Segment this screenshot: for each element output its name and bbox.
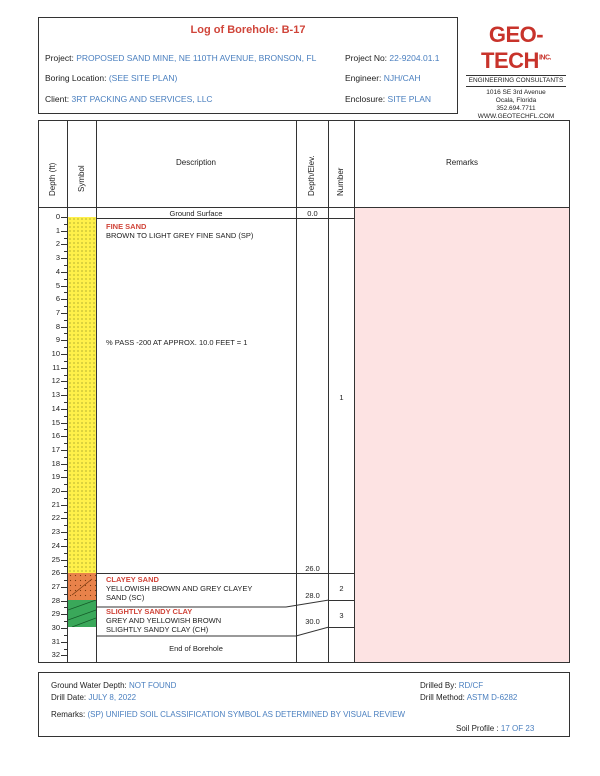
depth-tick-label: 29 <box>51 609 60 619</box>
depth-tick-mark <box>61 340 67 341</box>
depth-tick-mark <box>61 381 67 382</box>
depth-tick-label: 17 <box>51 444 60 454</box>
depth-tick-label: 16 <box>51 431 60 441</box>
project-no-value: 22-9204.01.1 <box>389 53 440 63</box>
depth-tick-label: 6 <box>55 294 60 304</box>
depth-minor-tick <box>64 470 67 471</box>
ground-surface-label: Ground Surface <box>169 209 223 218</box>
drill-method-field <box>420 693 517 702</box>
depth-minor-tick <box>64 265 67 266</box>
depth-tick-mark <box>61 409 67 410</box>
drill-method-label: Drill Method: <box>420 693 465 702</box>
col-depth-header: Depth (ft) <box>48 162 57 196</box>
ground-elev: 0.0 <box>307 209 318 218</box>
depth-tick-label: 8 <box>55 321 60 331</box>
depth-tick-label: 26 <box>51 568 60 578</box>
drill-date-value: JULY 8, 2022 <box>88 693 137 702</box>
layer1-bottom: 26.0 <box>305 564 320 573</box>
depth-minor-tick <box>64 580 67 581</box>
depth-tick-label: 31 <box>51 636 60 646</box>
symbol-fine-sand <box>68 217 96 573</box>
depth-tick-mark <box>61 354 67 355</box>
drill-date-label: Drill Date: <box>51 693 87 702</box>
company-tagline: ENGINEERING CONSULTANTS <box>468 77 564 84</box>
depth-tick-mark <box>61 491 67 492</box>
layer3-bottom: 30.0 <box>305 617 320 626</box>
depth-minor-tick <box>64 375 67 376</box>
depth-tick-label: 5 <box>55 280 60 290</box>
logo-text: GEO-TECH <box>481 22 544 73</box>
depth-minor-tick <box>64 512 67 513</box>
depth-tick-mark <box>61 546 67 547</box>
depth-minor-tick <box>64 333 67 334</box>
enclosure-label: Enclosure: <box>345 94 386 104</box>
depth-tick-label: 3 <box>55 253 60 263</box>
depth-tick-label: 32 <box>51 650 60 660</box>
ground-line <box>96 218 354 219</box>
client-label: Client: <box>45 94 70 104</box>
depth-tick-mark <box>61 423 67 424</box>
depth-tick-label: 24 <box>51 540 60 550</box>
depth-tick-label: 15 <box>51 417 60 427</box>
logo-suffix: INC. <box>538 54 551 62</box>
symbol-clayey-sand-hatch <box>68 573 96 600</box>
depth-tick-label: 11 <box>52 362 60 372</box>
project-value: PROPOSED SAND MINE, NE 110TH AVENUE, BRONSON, FL <box>76 53 317 63</box>
remarks-label: Remarks: <box>51 710 86 719</box>
depth-minor-tick <box>64 607 67 608</box>
depth-minor-tick <box>64 416 67 417</box>
remarks-field <box>51 710 405 719</box>
depth-tick-mark <box>61 395 67 396</box>
drilled-by-field <box>420 681 483 690</box>
boring-location-value: (SEE SITE PLAN) <box>108 73 178 83</box>
depth-minor-tick <box>64 429 67 430</box>
company-phone: 352.694.7711 <box>496 105 536 112</box>
depth-tick-label: 22 <box>51 513 60 523</box>
depth-minor-tick <box>64 594 67 595</box>
sample-1: 1 <box>339 393 344 402</box>
depth-tick-mark <box>61 327 67 328</box>
depth-minor-tick <box>64 251 67 252</box>
depth-tick-mark <box>61 532 67 533</box>
client-field <box>45 94 213 104</box>
col-divider <box>96 120 97 663</box>
depth-tick-label: 27 <box>51 581 60 591</box>
depth-minor-tick <box>64 484 67 485</box>
depth-tick-mark <box>61 313 67 314</box>
remarks-value: (SP) UNIFIED SOIL CLASSIFICATION SYMBOL AS DETERMINED BY VISUAL REVIEW <box>87 710 406 719</box>
col-divider <box>296 120 297 663</box>
depth-tick-label: 19 <box>51 472 60 482</box>
depth-tick-mark <box>61 299 67 300</box>
layer1-note: % PASS -200 AT APPROX. 10.0 FEET = 1 <box>106 338 248 347</box>
depth-tick-mark <box>61 573 67 574</box>
col-number-header: Number <box>336 167 345 196</box>
depth-minor-tick <box>64 649 67 650</box>
depth-tick-label: 13 <box>51 390 60 400</box>
depth-tick-label: 1 <box>55 225 60 235</box>
gw-depth-field <box>51 681 176 690</box>
depth-tick-mark <box>61 436 67 437</box>
layer3-desc-1: GREY AND YELLOWISH BROWN <box>106 616 222 625</box>
gw-label: Ground Water Depth: <box>51 681 127 690</box>
layer2-name: CLAYEY SAND <box>106 575 159 584</box>
engineer-field <box>345 73 421 83</box>
client-value: 3RT PACKING AND SERVICES, LLC <box>71 94 213 104</box>
depth-tick-mark <box>61 560 67 561</box>
depth-minor-tick <box>64 388 67 389</box>
layer2-desc-2: SAND (SC) <box>106 593 145 602</box>
sample-2: 2 <box>339 584 344 593</box>
depth-minor-tick <box>64 539 67 540</box>
depth-tick-mark <box>61 628 67 629</box>
gw-value: NOT FOUND <box>128 681 177 690</box>
depth-minor-tick <box>64 402 67 403</box>
project-field <box>45 53 316 63</box>
layer3-name: SLIGHTLY SANDY CLAY <box>106 607 193 616</box>
depth-minor-tick <box>64 525 67 526</box>
sample-box-top <box>329 218 354 219</box>
depth-tick-mark <box>61 368 67 369</box>
depth-tick-mark <box>61 587 67 588</box>
enclosure-value: SITE PLAN <box>387 94 432 104</box>
layer1-desc: BROWN TO LIGHT GREY FINE SAND (SP) <box>106 231 254 240</box>
col-symbol-header: Symbol <box>77 165 86 192</box>
end-of-borehole: End of Borehole <box>169 644 223 653</box>
layer1-name: FINE SAND <box>106 222 147 231</box>
depth-tick-mark <box>61 614 67 615</box>
depth-tick-mark <box>61 217 67 218</box>
engineer-label: Engineer: <box>345 73 382 83</box>
depth-minor-tick <box>64 306 67 307</box>
depth-minor-tick <box>64 566 67 567</box>
depth-tick-mark <box>61 231 67 232</box>
depth-minor-tick <box>64 238 67 239</box>
layer1-boundary <box>96 573 329 574</box>
depth-tick-label: 9 <box>55 335 60 345</box>
symbol-sandy-clay-hatch <box>68 600 96 627</box>
depth-tick-mark <box>61 258 67 259</box>
depth-minor-tick <box>64 635 67 636</box>
depth-tick-mark <box>61 244 67 245</box>
soil-profile-value: 17 OF 23 <box>500 724 535 733</box>
depth-minor-tick <box>64 443 67 444</box>
depth-tick-label: 0 <box>55 212 60 221</box>
enclosure-field <box>345 94 431 104</box>
depth-tick-label: 25 <box>51 554 60 564</box>
layer2-bottom: 28.0 <box>305 591 320 600</box>
boring-location-field <box>45 73 177 83</box>
depth-minor-tick <box>64 292 67 293</box>
company-address1: 1016 SE 3rd Avenue <box>486 89 546 96</box>
col-remarks-header: Remarks <box>445 158 478 167</box>
sample-box-divider <box>329 627 354 628</box>
depth-minor-tick <box>64 553 67 554</box>
depth-tick-label: 18 <box>51 458 60 468</box>
col-divider <box>328 120 329 663</box>
depth-tick-label: 10 <box>51 349 60 358</box>
sample-3: 3 <box>339 611 344 620</box>
sample-box-divider <box>329 600 354 601</box>
drill-method-value: ASTM D-6282 <box>466 693 518 702</box>
layer3-desc-2: SLIGHTLY SANDY CLAY (CH) <box>106 625 209 634</box>
depth-tick-mark <box>61 477 67 478</box>
depth-tick-label: 4 <box>55 266 60 276</box>
project-no-field <box>345 53 440 63</box>
depth-tick-label: 14 <box>51 403 60 413</box>
depth-tick-label: 12 <box>51 376 60 386</box>
remarks-area <box>355 208 569 662</box>
drilled-by-value: RD/CF <box>458 681 484 690</box>
drill-date-field <box>51 693 136 702</box>
boring-location-label: Boring Location: <box>45 73 107 83</box>
drilled-by-label: Drilled By: <box>420 681 457 690</box>
depth-minor-tick <box>64 498 67 499</box>
depth-tick-mark <box>61 450 67 451</box>
depth-minor-tick <box>64 361 67 362</box>
depth-tick-mark <box>61 601 67 602</box>
depth-minor-tick <box>64 621 67 622</box>
depth-minor-tick <box>64 279 67 280</box>
depth-minor-tick <box>64 320 67 321</box>
depth-tick-label: 7 <box>55 307 60 317</box>
depth-tick-label: 2 <box>55 239 60 249</box>
page-title: Log of Borehole: B-17 <box>190 24 306 36</box>
depth-tick-label: 30 <box>51 623 60 632</box>
depth-tick-mark <box>61 642 67 643</box>
depth-minor-tick <box>64 347 67 348</box>
depth-tick-mark <box>61 655 67 656</box>
depth-tick-mark <box>61 518 67 519</box>
depth-tick-mark <box>61 464 67 465</box>
depth-tick-label: 21 <box>51 499 60 509</box>
depth-tick-label: 20 <box>51 486 60 495</box>
company-website: WWW.GEOTECHFL.COM <box>477 113 555 120</box>
company-address2: Ocala, Florida <box>495 97 537 104</box>
depth-tick-mark <box>61 286 67 287</box>
soil-profile-label: Soil Profile : <box>456 724 499 733</box>
sample-box-divider <box>329 573 354 574</box>
depth-tick-mark <box>61 505 67 506</box>
soil-profile-field <box>456 724 534 733</box>
col-description-header: Description <box>175 158 216 167</box>
depth-minor-tick <box>64 224 67 225</box>
layer2-desc-1: YELLOWISH BROWN AND GREY CLAYEY <box>106 584 253 593</box>
engineer-value: NJH/CAH <box>383 73 421 83</box>
company-block <box>462 22 570 121</box>
depth-tick-mark <box>61 272 67 273</box>
project-label: Project: <box>45 53 74 63</box>
company-logo <box>462 22 570 74</box>
project-no-label: Project No: <box>345 53 388 63</box>
col-depth-elev-header: Depth/Elev. <box>307 155 316 196</box>
depth-tick-label: 23 <box>51 527 60 537</box>
depth-minor-tick <box>64 457 67 458</box>
depth-tick-label: 28 <box>51 595 60 605</box>
